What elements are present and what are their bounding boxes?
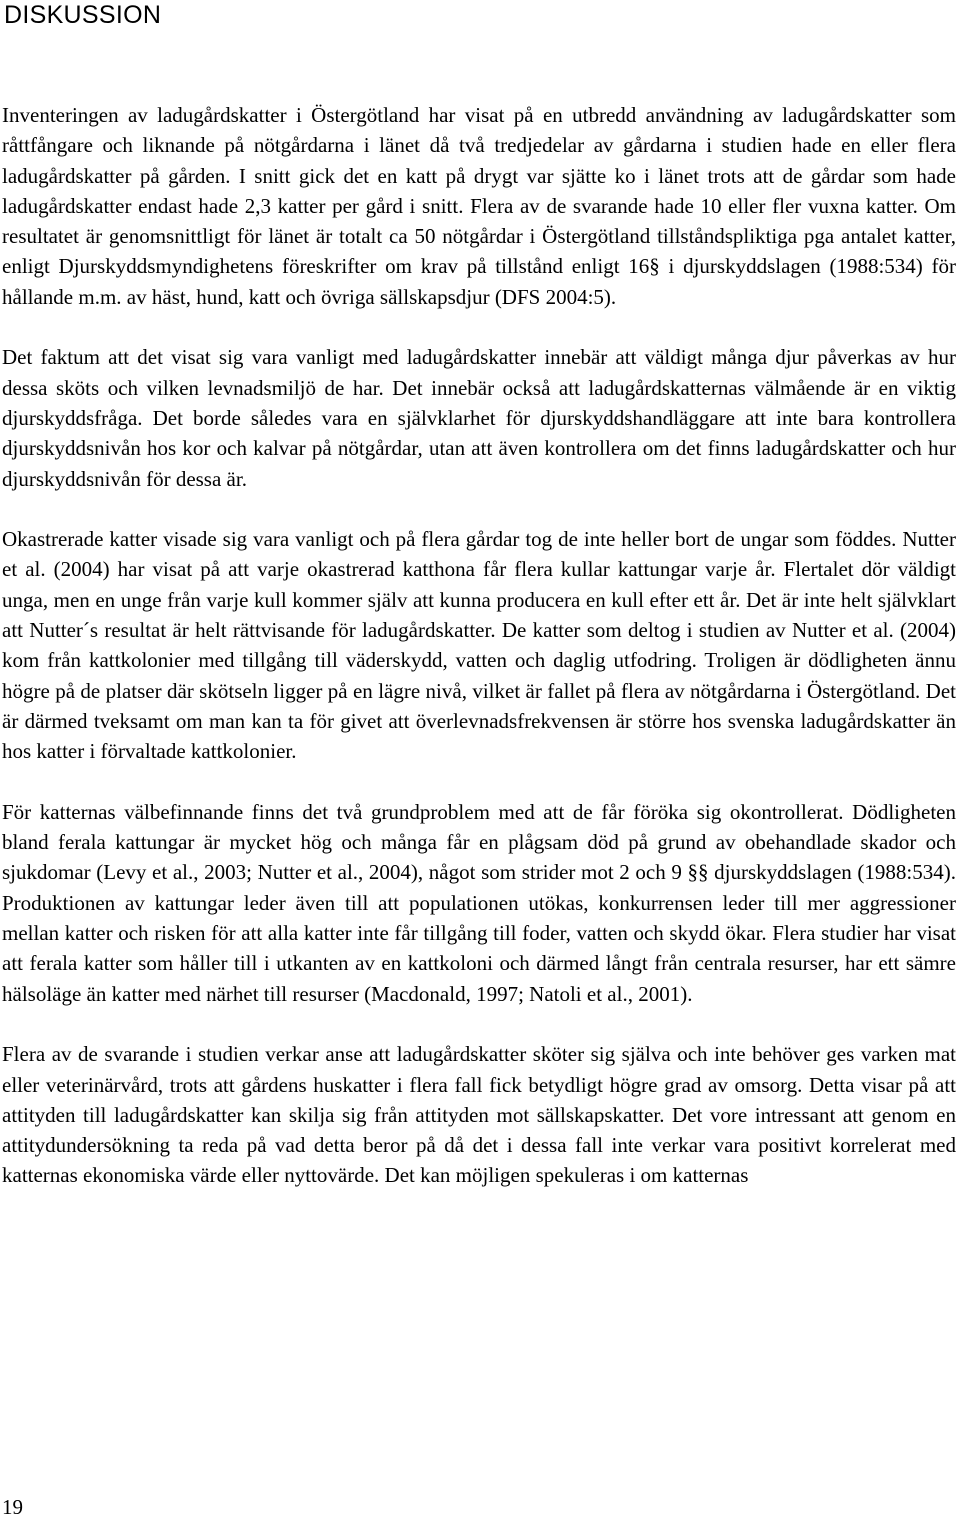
- paragraph-3: Okastrerade katter visade sig vara vanligt och på flera gårdar tog de inte heller bort de ungar som föddes. Nutter et al. (2004) har visat på att varje okastrerad katthona får flera kullar kattungar varje år. Flertalet dör väldigt unga, men en unge från varje kull kommer själv att kunna producera en kull efter ett år. Det är inte helt självklart att Nutter´s resultat är helt rättvisande för ladugårdskatter. De katter som deltog i studien av Nutter et al. (2004) kom från kattkolonier med tillgång till väderskydd, vatten och daglig utfodring. Troligen är dödligheten ännu högre på de platser där skötseln ligger på en lägre nivå, vilket är fallet på flera av nötgårdarna i Östergötland. Det är därmed tveksamt om man kan ta för givet att överlevnadsfrekvensen är större hos svenska ladugårdskatter än hos katter i förvaltade kattkolonier.: [2, 527, 956, 764]
- paragraph-2: Det faktum att det visat sig vara vanligt med ladugårdskatter innebär att väldigt många djur påverkas av hur dessa sköts och vilken levnadsmiljö de har. Det innebär också att ladugårdskatternas välmående är en viktig djurskyddsfråga. Det borde således vara en självklarhet för djurskyddshandläggare att inte bara kontrollera djurskyddsnivån hos kor och kalvar på nötgårdar, utan att även kontrollera om det finns ladugårdskatter och hur djurskyddsnivån för dessa är.: [2, 345, 956, 491]
- body-text: [2, 100, 956, 1221]
- paragraph-5: Flera av de svarande i studien verkar anse att ladugårdskatter sköter sig själva och inte behöver ges varken mat eller veterinärvård, trots att gårdens huskatter i flera fall fick betydligt högre grad av omsorg. Detta visar på att attityden till ladugårdskatter kan skilja sig från attityden mot sällskapskatter. Det vore intressant att genom en attitydundersökning ta reda på vad detta beror på då det i dessa fall inte verkar vara positivt korrelerat med katternas ekonomiska värde eller nyttovärde. Det kan möjligen spekuleras i om katternas: [2, 1042, 956, 1188]
- section-heading: DISKUSSION: [4, 1, 162, 29]
- paragraph-4: För katternas välbefinnande finns det två grundproblem med att de får föröka sig okontrollerat. Dödligheten bland ferala kattungar är mycket hög och många får en plågsam död på grund av obehandlade skador och sjukdomar (Levy et al., 2003; Nutter et al., 2004), något som strider mot 2 och 9 §§ djurskyddslagen (1988:534). Produktionen av kattungar leder även till att populationen utökas, konkurrensen leder till mer aggressioner mellan katter och risken för att alla katter inte får tillgång till foder, vatten och skydd ökar. Flera studier har visat att ferala katter som håller till i utkanten av en kattkoloni och därmed långt från centrala resurser, har ett sämre hälsoläge än katter med närhet till resurser (Macdonald, 1997; Natoli et al., 2001).: [2, 799, 956, 1006]
- page-number: 19: [2, 1495, 23, 1519]
- paragraph-1: Inventeringen av ladugårdskatter i Östergötland har visat på en utbredd användning av ladugårdskatter som råttfångare och liknande på nötgårdarna i länet då två tredjedelar av gårdarna i studien hade en eller flera ladugårdskatter på gården. I snitt gick det en katt på drygt var sjätte ko i länet trots att de gårdar som hade ladugårdskatter endast hade 2,3 katter per gård i snitt. Flera av de svarande hade 10 eller fler vuxna katter. Om resultatet är genomsnittligt för länet är totalt ca 50 nötgårdar i Östergötland tillståndspliktiga pga antalet katter, enligt Djurskyddsmyndighetens föreskrifter om krav på tillstånd enligt 16§ i djurskyddslagen (1988:534) för hållande m.m. av häst, hund, katt och övriga sällskapsdjur (DFS 2004:5).: [2, 103, 956, 309]
